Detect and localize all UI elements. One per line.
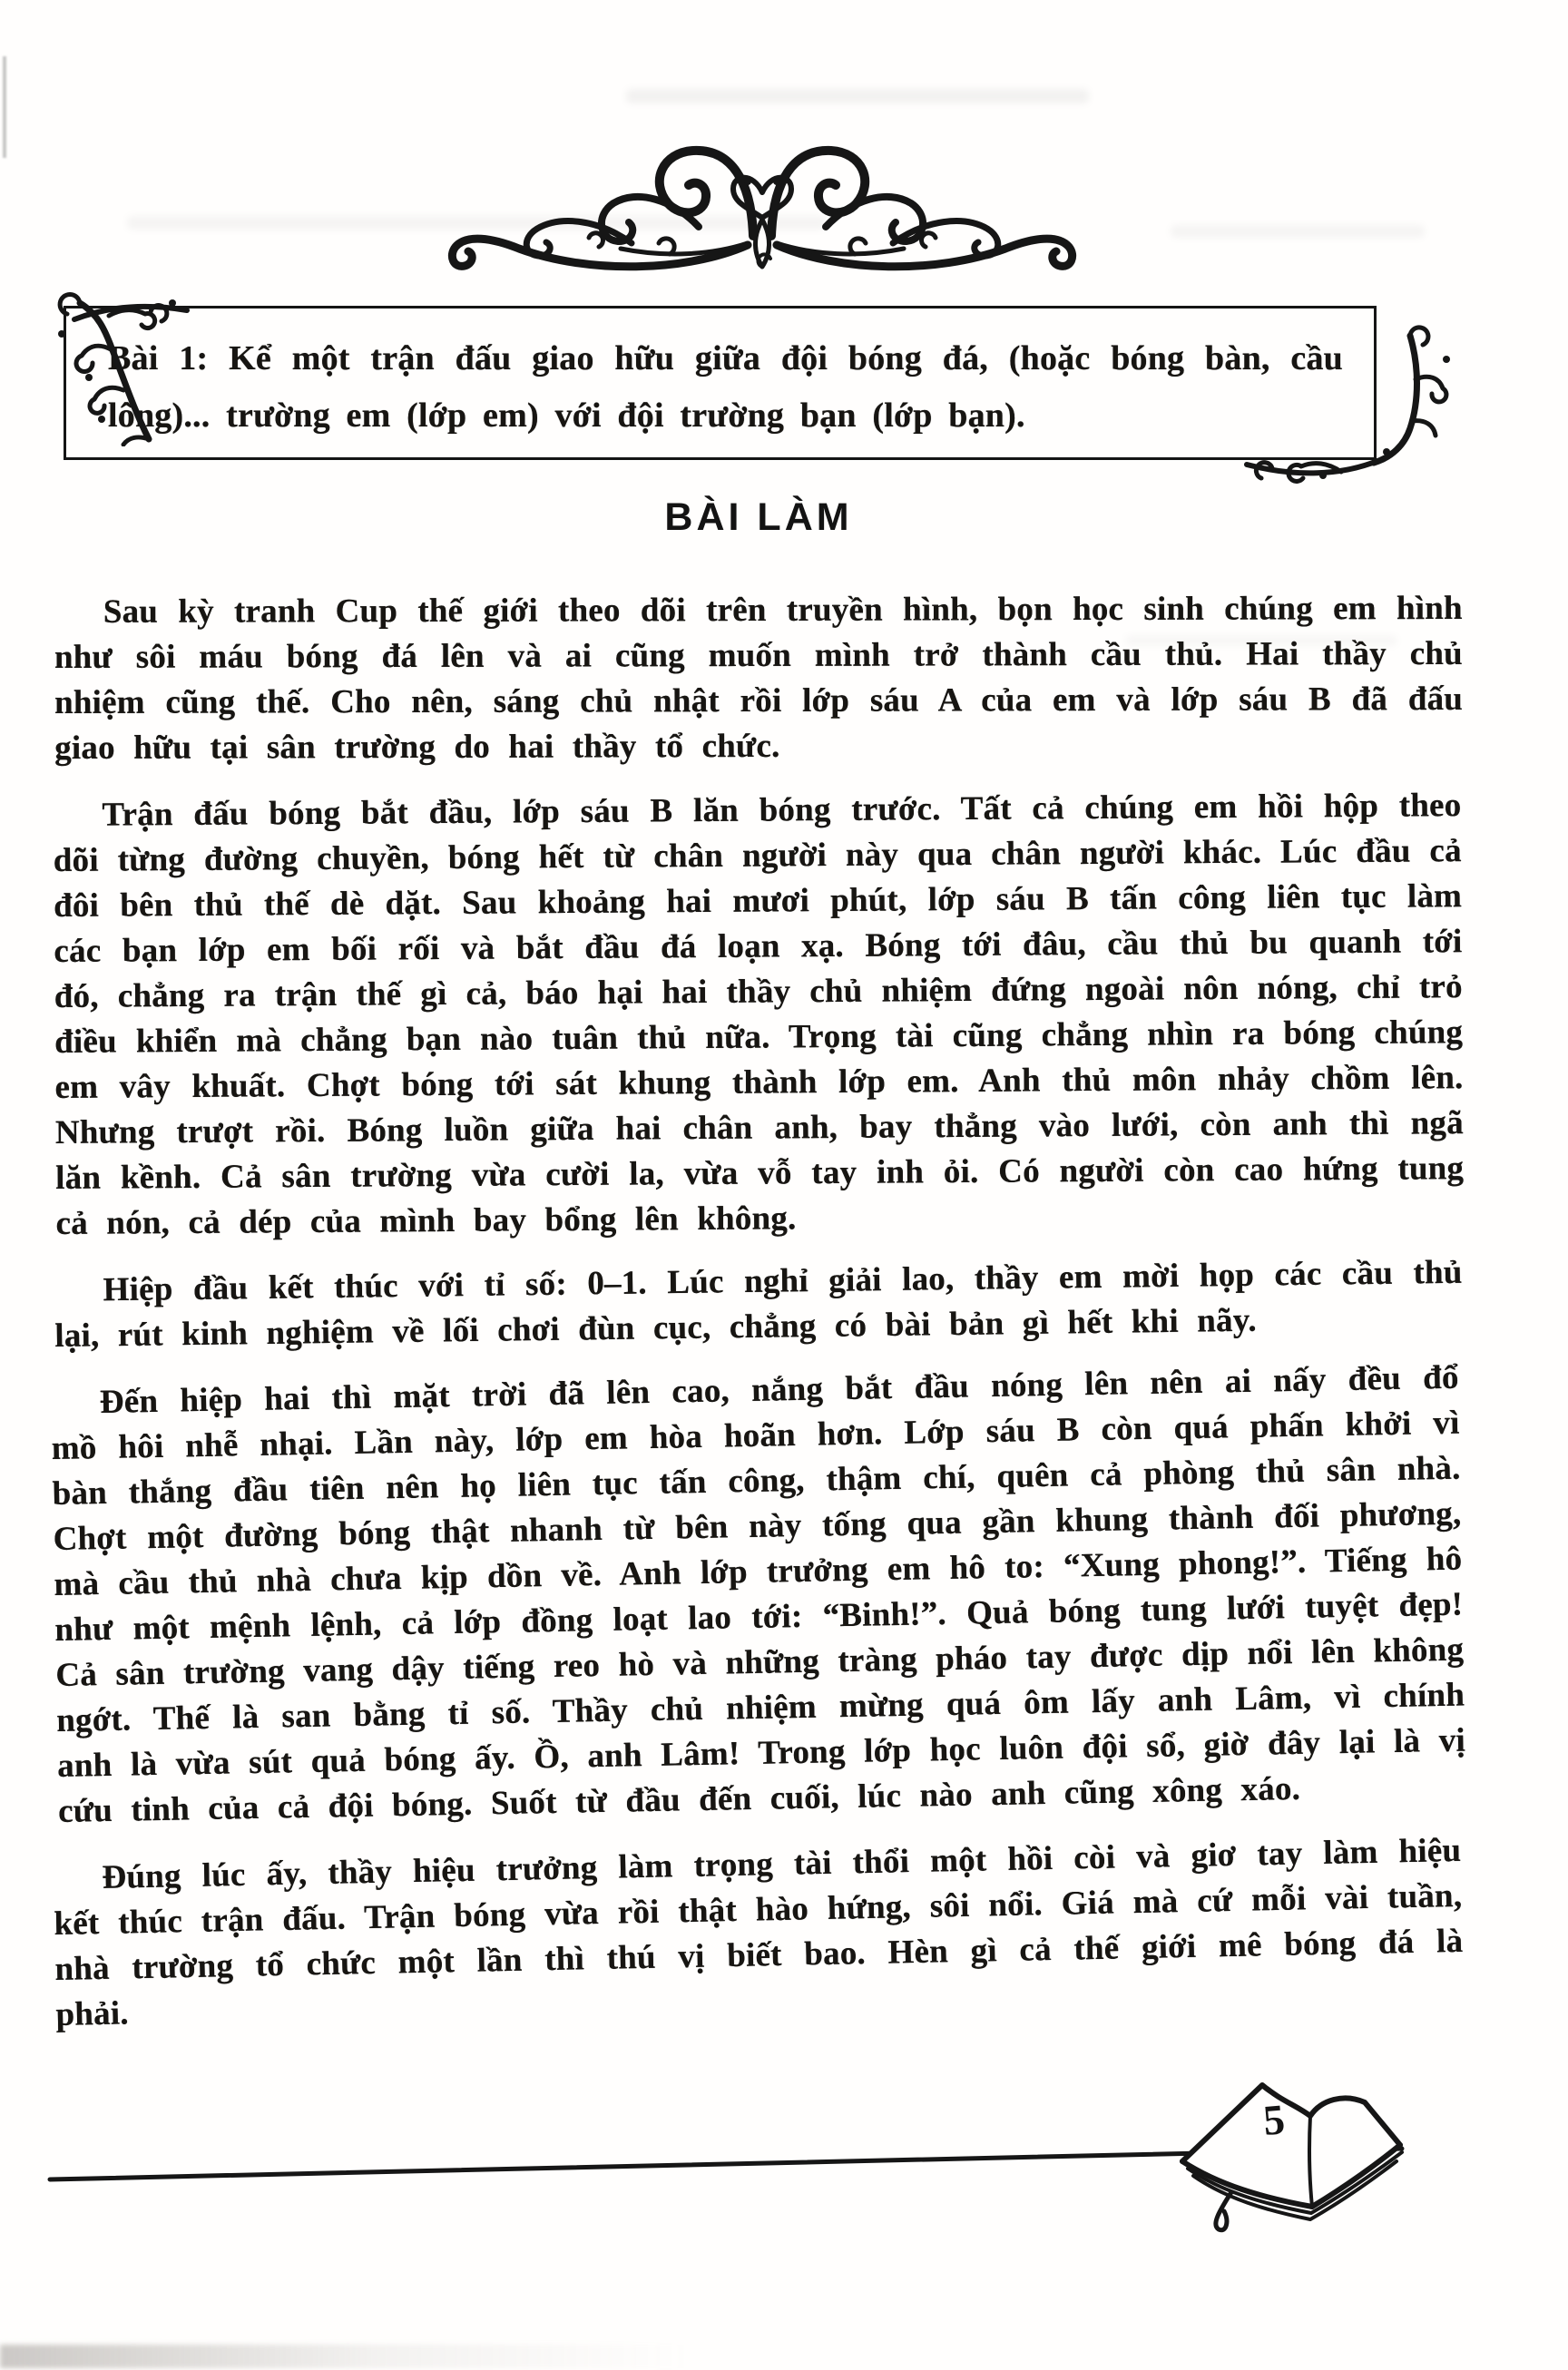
page-title: BÀI LÀM: [664, 495, 853, 539]
footer-rule: [36, 2069, 1534, 2259]
essay-body: [51, 589, 1466, 2060]
essay-paragraph: Đến hiệp hai thì mặt trời đã lên cao, nắng bắt đầu nóng lên nên ai nấy đều đổ mồ hôi nhễ nhại. Lần này, lớp em hòa hoãn hơn. Lớp sáu B còn quá phấn khởi vì bàn thắng đầu tiên nên họ liên tục tấn công, thậm chí, quên cả phòng thủ sân nhà. Chợt một đường bóng thật nhanh từ bên này tống qua gần khung thành đối phương, mà cầu thủ nhà chưa kịp dồn về. Anh lớp trưởng em hô to: “Xung phong!”. Tiếng hô như một mệnh lệnh, cả lớp đồng loạt lao tới: “Binh!”. Quả bóng tung lưới tuyệt đẹp! Cả sân trường vang dậy tiếng reo hò và những tràng pháo tay được dịp nổi lên không ngớt. Thế là san bằng tỉ số. Thầy chủ nhiệm mừng quá ôm lấy anh Lâm, vì chính anh là vừa sút quả bóng ấy. Ồ, anh Lâm! Trong lớp học luôn đội sổ, giờ đây lại là vị cứu tinh của cả đội bóng. Suốt từ đầu đến cuối, lúc nào anh cũng xông xáo.: [51, 1358, 1466, 1830]
leaf-vine-flourish-icon: [1232, 319, 1459, 492]
page-number: 5: [1261, 2096, 1287, 2145]
essay-paragraph: Sau kỳ tranh Cup thế giới theo dõi trên truyền hình, bọn học sinh chúng em hình như sôi máu bóng đá lên và ai cũng muốn mình trở thành cầu thủ. Hai thầy chủ nhiệm cũng thế. Cho nên, sáng chủ nhật rồi lớp sáu A của em và lớp sáu B đã đấu giao hữu tại sân trường do hai thầy tổ chức.: [54, 589, 1464, 767]
essay-paragraph: Hiệp đầu kết thúc với tỉ số: 0–1. Lúc nghỉ giải lao, thầy em mời họp các cầu thủ lại, rút kinh nghiệm về lối chơi đùn cục, chẳng có bài bản gì hết khi nãy.: [54, 1253, 1463, 1355]
scan-bottom-noise: [0, 2345, 690, 2368]
scroll-flourish-icon: [428, 125, 1096, 289]
essay-paragraph: Trận đấu bóng bắt đầu, lớp sáu B lăn bóng trước. Tất cả chúng em hồi hộp theo dõi từng đường chuyền, bóng hết từ chân người này qua chân người khác. Lúc đầu cả đôi bên thủ thế dè dặt. Sau khoảng hai mươi phút, lớp sáu B tấn công liên tục làm các bạn lớp em bối rối và bắt đầu đá loạn xạ. Bóng tới đâu, cầu thủ bu quanh tới đó, chẳng ra trận thế gì cả, báo hại hai thầy chủ nhiệm đứng ngoài nôn nóng, chỉ trỏ điều khiển mà chẳng bạn nào tuân thủ nữa. Trọng tài cũng chẳng nhìn ra bóng chúng em vây khuất. Chợt bóng tới sát khung thành lớp em. Anh thủ môn nhảy chồm lên. Nhưng trượt rồi. Bóng luồn giữa hai chân anh, bay thẳng vào lưới, còn anh thì ngã lăn kềnh. Cả sân trường vừa cười la, vừa vỗ tay inh ỏi. Có người còn cao hứng tung cả nón, cả dép của mình bay bổng lên không.: [53, 787, 1465, 1242]
bleed-through-text: [1171, 225, 1425, 238]
scan-edge-artifact: [3, 56, 6, 158]
exercise-prompt-text: Bài 1: Kể một trận đấu giao hữu giữa đội bóng đá, (hoặc bóng bàn, cầu lông)... trường em (lớp em) với đội trường bạn (lớp bạn).: [108, 339, 1343, 435]
exercise-prompt-box: [64, 306, 1377, 460]
bleed-through-text: [626, 89, 1089, 103]
essay-paragraph: Đúng lúc ấy, thầy hiệu trưởng làm trọng tài thổi một hồi còi và giơ tay làm hiệu kết thúc trận đấu. Trận bóng vừa rồi thật hào hứng, sôi nổi. Giá mà cứ mỗi vài tuần, nhà trường tổ chức một lần thì thú vị biết bao. Hèn gì cả thế giới mê bóng đá là phải.: [54, 1831, 1464, 2033]
leaf-vine-flourish-icon: [22, 283, 194, 446]
